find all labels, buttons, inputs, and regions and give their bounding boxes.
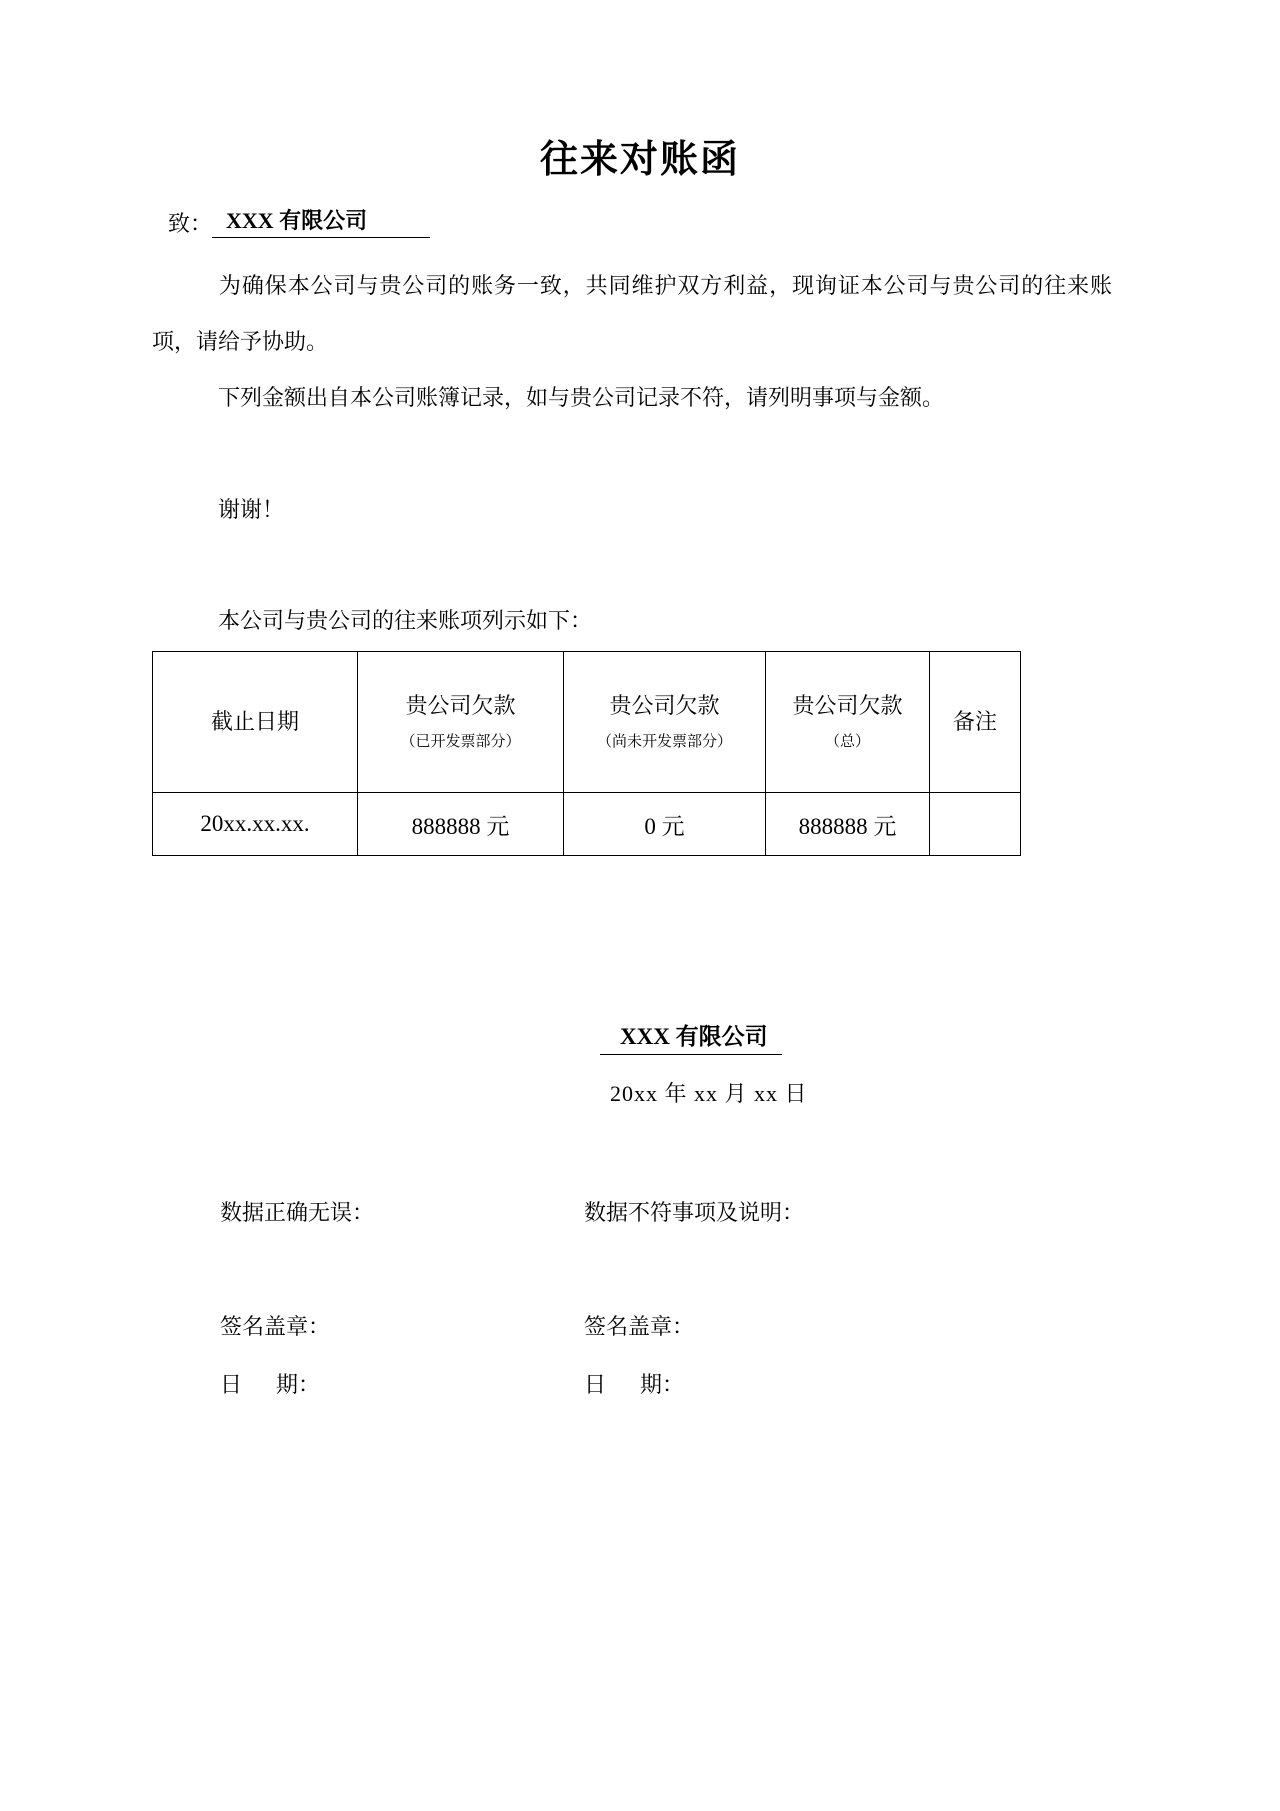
cell-total: 888888 元 <box>766 793 930 856</box>
table-header-cell-total <box>766 652 930 793</box>
date-label-rest: 期： <box>640 1372 685 1397</box>
paragraph-2 <box>152 370 1112 426</box>
table-row <box>153 793 1021 856</box>
confirm-right-date-label <box>584 1368 684 1399</box>
date-label-char: 日 <box>584 1372 607 1397</box>
confirm-left-date-label <box>220 1368 320 1399</box>
header-sub-text: （已开发票部分） <box>400 734 521 750</box>
table-header-cell-date <box>153 652 358 793</box>
confirm-left-sign-label: 签名盖章： <box>220 1314 331 1339</box>
confirm-left-title: 数据正确无误： <box>220 1200 375 1225</box>
cell-date: 20xx.xx.xx. <box>153 793 358 856</box>
table-header-cell-remark <box>930 652 1021 793</box>
header-main-text: 贵公司欠款 <box>792 693 903 718</box>
date-label-rest: 期： <box>276 1372 321 1397</box>
signature-company: XXX 有限公司 <box>600 1018 782 1055</box>
header-sub-text: （总） <box>824 734 870 750</box>
table-header-cell-uninvoiced <box>564 652 766 793</box>
table-header-cell-invoiced <box>358 652 564 793</box>
paragraph-1-text: 为确保本公司与贵公司的账务一致，共同维护双方利益，现询证本公司与贵公司的往来账项，请给予协助。 <box>152 273 1112 354</box>
header-sub-text: （尚未开发票部分） <box>596 734 732 750</box>
cell-remark <box>930 793 1021 856</box>
signature-date: 20xx 年 xx 月 xx 日 <box>610 1081 808 1106</box>
addressee-label: 致： <box>168 211 213 236</box>
paragraph-2-text: 下列金额出自本公司账簿记录，如与贵公司记录不符，请列明事项与金额。 <box>218 385 945 410</box>
confirm-right-title: 数据不符事项及说明： <box>584 1200 805 1225</box>
header-main-text: 备注 <box>952 709 997 734</box>
header-main-text: 贵公司欠款 <box>405 693 516 718</box>
table-header-row <box>153 652 1021 793</box>
table-lead-text: 本公司与贵公司的往来账项列示如下： <box>218 608 593 633</box>
paragraph-3-text: 谢谢！ <box>218 497 285 522</box>
addressee-company: XXX 有限公司 <box>212 204 430 238</box>
page-title: 往来对账函 <box>539 139 740 181</box>
cell-uninvoiced: 0 元 <box>564 793 766 856</box>
header-main-text: 截止日期 <box>210 709 299 734</box>
addressee-line <box>168 204 430 238</box>
confirm-right-sign-label: 签名盖章： <box>584 1314 695 1339</box>
paragraph-1 <box>152 258 1112 370</box>
ledger-table <box>152 651 1021 856</box>
date-label-char: 日 <box>220 1372 243 1397</box>
paragraph-3 <box>152 482 1112 538</box>
header-main-text: 贵公司欠款 <box>609 693 720 718</box>
cell-invoiced: 888888 元 <box>358 793 564 856</box>
